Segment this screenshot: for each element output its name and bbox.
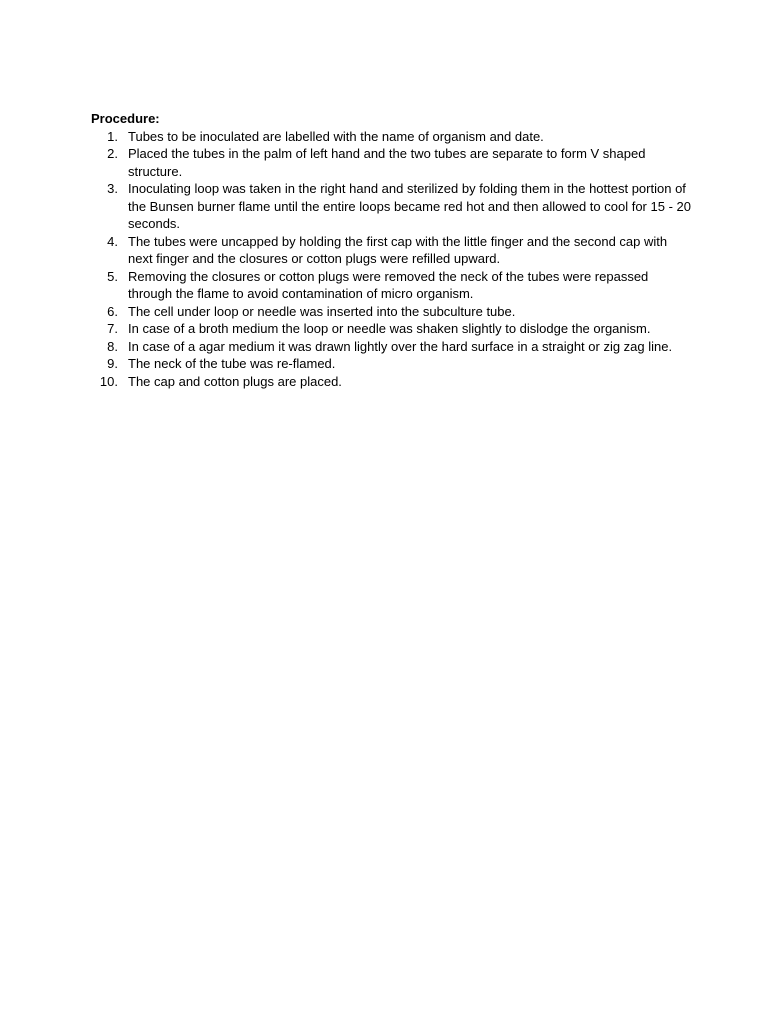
list-item xyxy=(91,180,691,233)
step-number: 1. xyxy=(107,128,118,144)
step-text: The neck of the tube was re-flamed. xyxy=(128,356,336,371)
step-text: The cell under loop or needle was inserted into the subculture tube. xyxy=(128,303,516,319)
step-text: The cap and cotton plugs are placed. xyxy=(128,373,342,389)
step-text: Removing the closures or cotton plugs were removed the neck of the tubes were repassed through the flame to avoid contamination of micro organism. xyxy=(128,268,649,301)
list-item xyxy=(91,145,691,180)
list-item xyxy=(91,128,691,146)
list-item xyxy=(91,355,691,373)
step-number: 4. xyxy=(107,233,118,249)
list-item xyxy=(91,373,691,391)
step-number: 5. xyxy=(107,268,118,284)
step-number: 9. xyxy=(107,356,118,371)
step-number: 6. xyxy=(107,303,118,319)
step-number: 3. xyxy=(107,181,118,196)
procedure-section xyxy=(91,110,691,390)
step-text: In case of a agar medium it was drawn lightly over the hard surface in a straight or zig zag line. xyxy=(128,338,673,354)
list-item xyxy=(91,303,691,321)
procedure-steps-list xyxy=(91,128,691,391)
step-number: 10. xyxy=(99,373,118,389)
step-text: Tubes to be inoculated are labelled with the name of organism and date. xyxy=(128,128,544,144)
step-text: Placed the tubes in the palm of left hand and the two tubes are separate to form V shaped structure. xyxy=(128,146,646,179)
step-text: The tubes were uncapped by holding the first cap with the little finger and the second cap with next finger and the closures or cotton plugs were refilled upward. xyxy=(128,233,668,266)
step-text: Inoculating loop was taken in the right hand and sterilized by folding them in the hottest portion of the Bunsen burner flame until the entire loops became red hot and then allowed to cool for 15 - 20 seconds. xyxy=(128,181,691,231)
list-item xyxy=(91,268,691,303)
step-number: 7. xyxy=(107,321,118,336)
step-number: 2. xyxy=(107,146,118,161)
step-number: 8. xyxy=(107,338,118,354)
procedure-heading: Procedure: xyxy=(91,111,160,126)
list-item xyxy=(91,320,691,338)
step-text: In case of a broth medium the loop or needle was shaken slightly to dislodge the organism. xyxy=(128,321,651,336)
list-item xyxy=(91,338,691,356)
list-item xyxy=(91,233,691,268)
